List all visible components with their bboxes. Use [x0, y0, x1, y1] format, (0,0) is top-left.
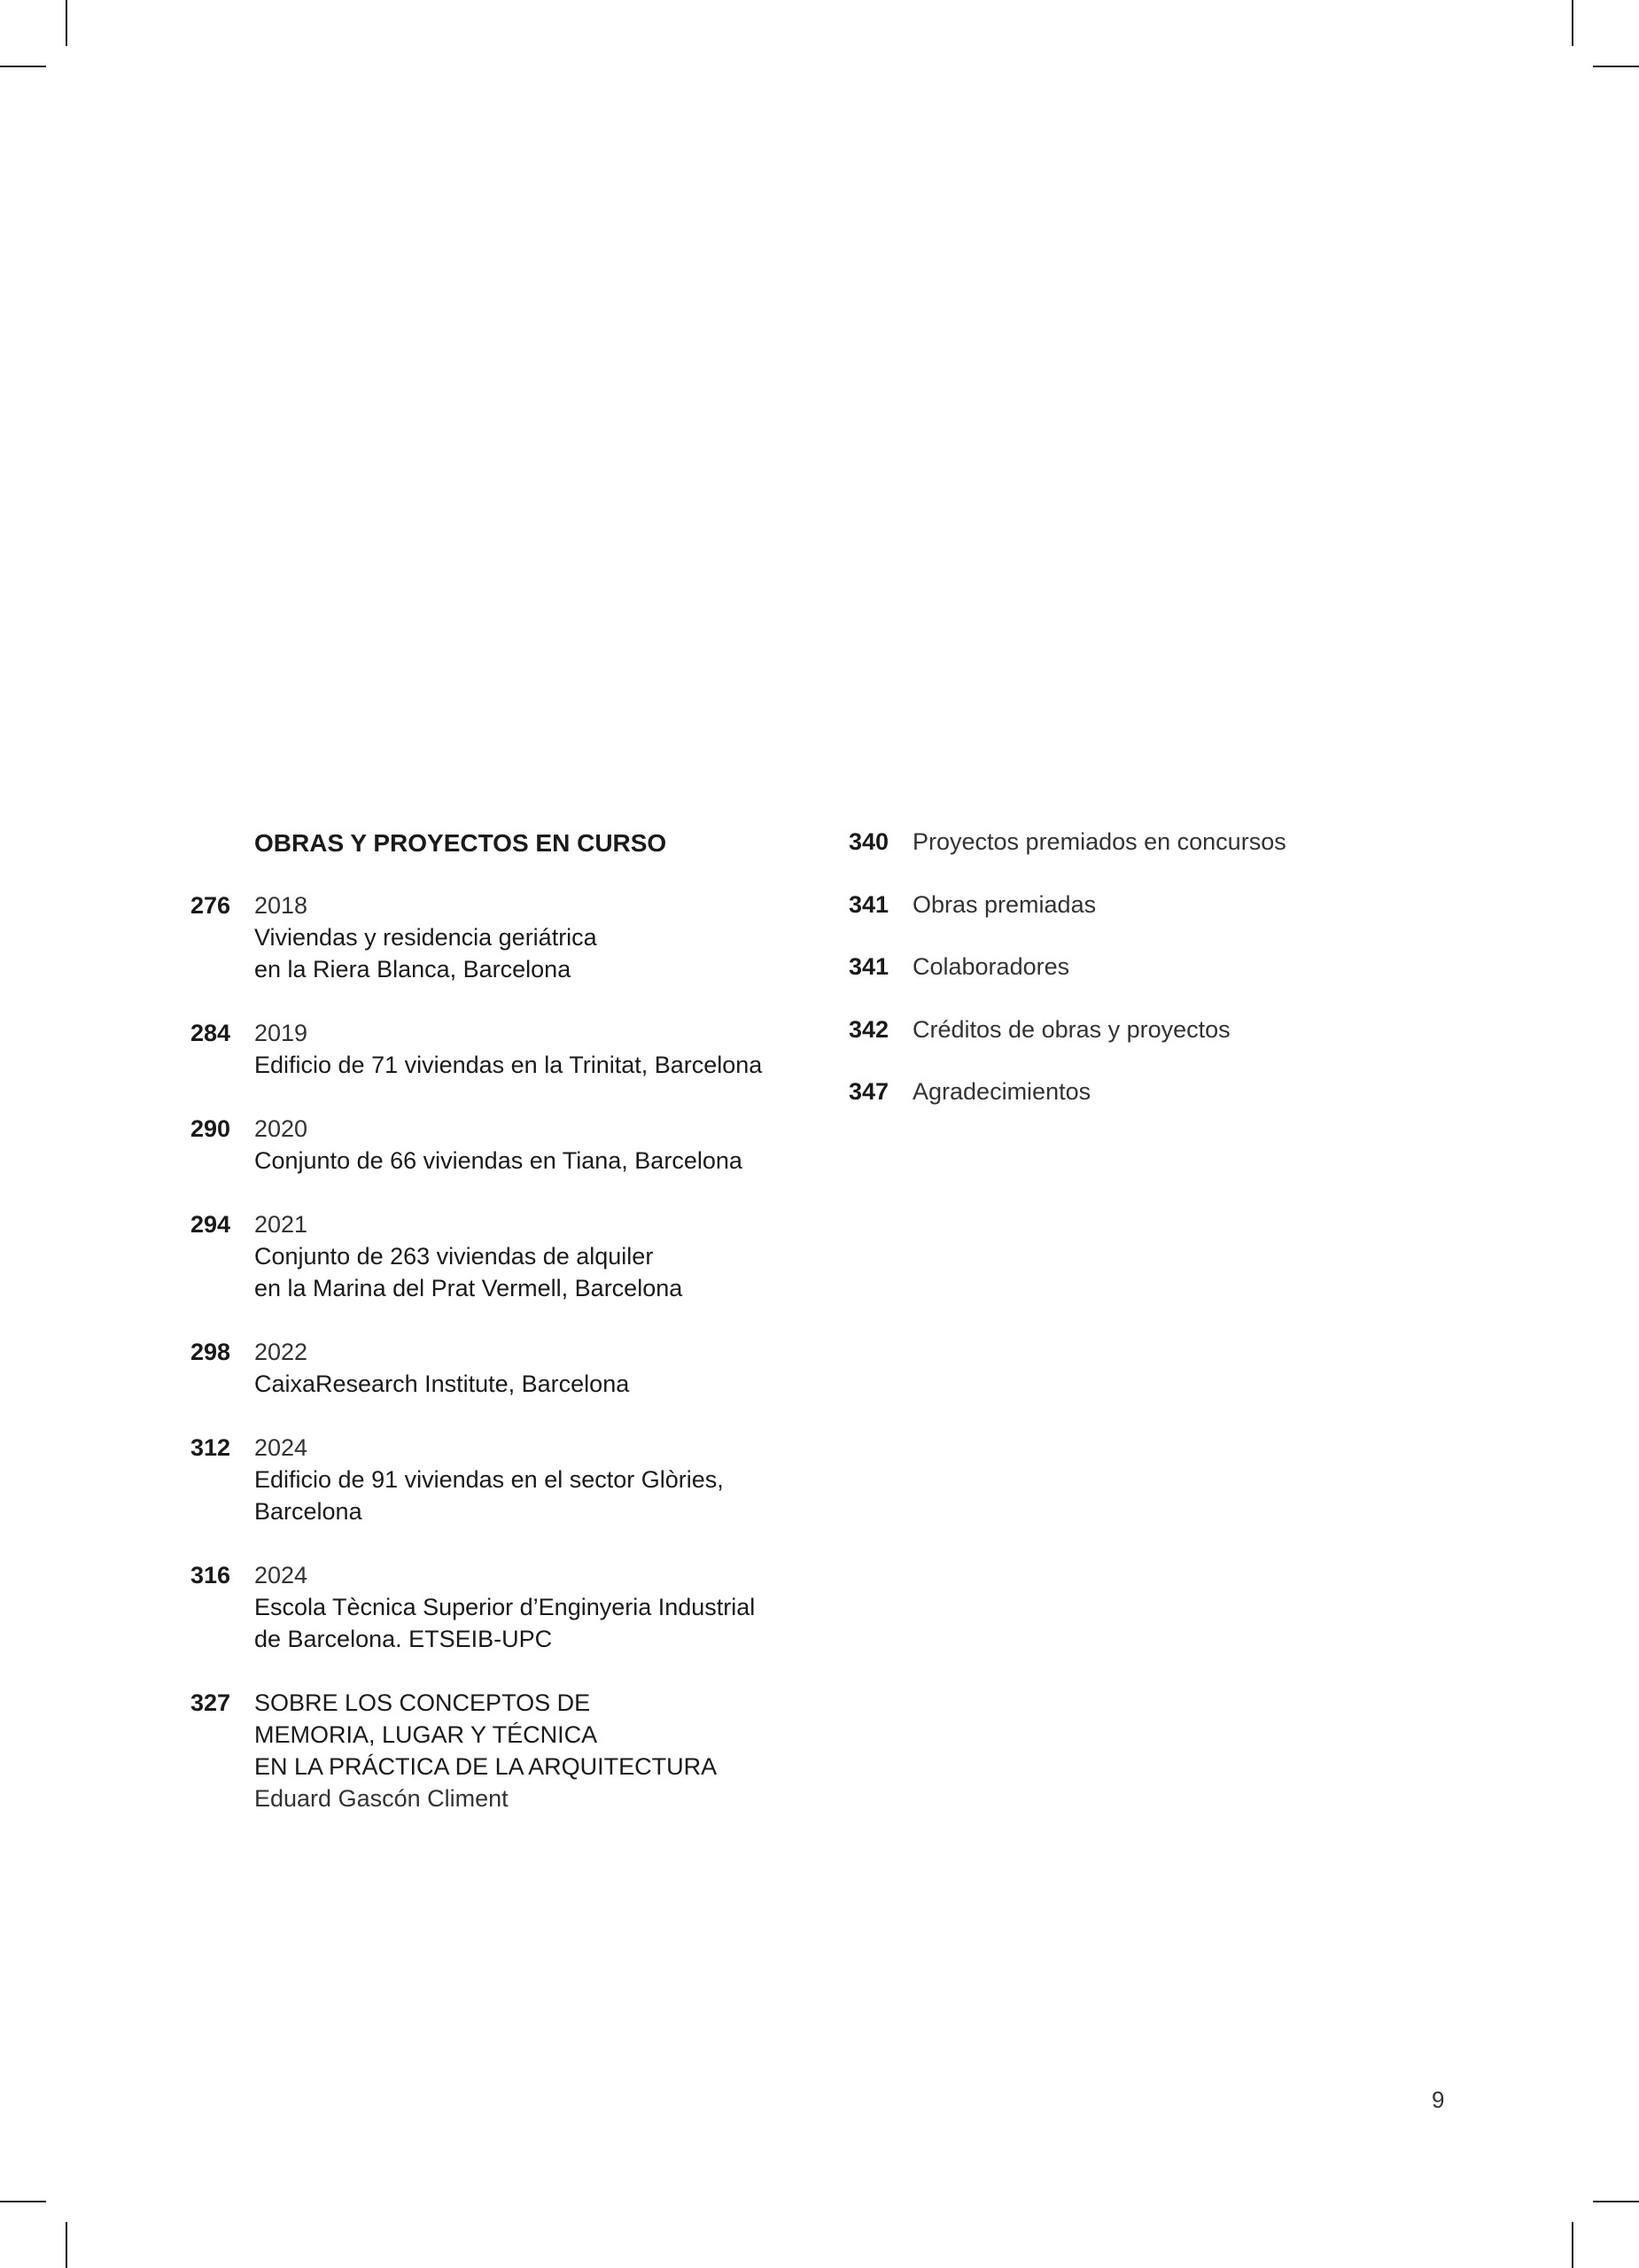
toc-title-line: en la Marina del Prat Vermell, Barcelona: [254, 1275, 683, 1301]
toc-page-number: 347: [849, 1078, 889, 1105]
crop-mark-top-right-horizontal: [1593, 66, 1639, 67]
toc-title-line: en la Riera Blanca, Barcelona: [254, 956, 571, 983]
toc-entry[interactable]: [849, 1014, 1469, 1045]
crop-mark-bottom-left-vertical: [66, 2222, 67, 2268]
toc-year: 2020: [254, 1115, 308, 1142]
toc-year: 2024: [254, 1434, 308, 1461]
page-number: 9: [1432, 2086, 1445, 2113]
toc-entry[interactable]: [190, 1208, 811, 1304]
toc-title-line: de Barcelona. ETSEIB-UPC: [254, 1626, 553, 1652]
toc-title-line: Edificio de 71 viviendas en la Trinitat, Barcelona: [254, 1052, 763, 1078]
toc-page-number: 340: [849, 828, 889, 855]
toc-entry[interactable]: [190, 1336, 811, 1400]
toc-year: 2021: [254, 1211, 308, 1238]
toc-page-number: 341: [849, 890, 889, 918]
toc-entry[interactable]: [190, 1017, 811, 1081]
toc-title: Créditos de obras y proyectos: [913, 1015, 1231, 1043]
toc-page-number: 294: [190, 1211, 231, 1238]
toc-title-line: Edificio de 91 viviendas en el sector Glòries,: [254, 1466, 724, 1493]
toc-year: 2019: [254, 1020, 308, 1046]
toc-title-line: Barcelona: [254, 1498, 362, 1525]
toc-entry[interactable]: [849, 826, 1469, 858]
toc-title-line: Escola Tècnica Superior d’Enginyeria Industrial: [254, 1594, 756, 1620]
essay-title-line: SOBRE LOS CONCEPTOS DE: [254, 1689, 591, 1716]
toc-title-line: CaixaResearch Institute, Barcelona: [254, 1371, 630, 1397]
toc-entry[interactable]: [849, 951, 1469, 983]
toc-left-column: [190, 826, 811, 1846]
toc-title-line: Conjunto de 263 viviendas de alquiler: [254, 1243, 654, 1270]
toc-entry[interactable]: [849, 1076, 1469, 1107]
toc-title: Agradecimientos: [913, 1078, 1091, 1105]
essay-author: Eduard Gascón Climent: [254, 1785, 509, 1812]
toc-page-number: 298: [190, 1339, 231, 1365]
toc-year: 2022: [254, 1339, 308, 1365]
crop-mark-bottom-right-vertical: [1572, 2222, 1573, 2268]
crop-mark-top-right-vertical: [1572, 0, 1573, 46]
crop-mark-bottom-left-horizontal: [0, 2201, 46, 2202]
toc-page-number: 276: [190, 892, 231, 919]
toc-title: Colaboradores: [913, 953, 1070, 980]
toc-entry[interactable]: [190, 1432, 811, 1527]
essay-title-line: MEMORIA, LUGAR Y TÉCNICA: [254, 1721, 598, 1748]
toc-page-number: 284: [190, 1020, 231, 1046]
crop-mark-top-left-vertical: [66, 0, 67, 46]
crop-mark-bottom-right-horizontal: [1593, 2201, 1639, 2202]
toc-page-number: 290: [190, 1115, 231, 1142]
toc-page-number: 316: [190, 1562, 231, 1588]
toc-entry[interactable]: [190, 889, 811, 985]
toc-title-line: Conjunto de 66 viviendas en Tiana, Barcelona: [254, 1147, 742, 1174]
toc-page-number: 341: [849, 953, 889, 980]
toc-entry[interactable]: [849, 889, 1469, 920]
toc-page-number: 327: [190, 1689, 231, 1716]
toc-title: Obras premiadas: [913, 890, 1097, 918]
essay-title-line: EN LA PRÁCTICA DE LA ARQUITECTURA: [254, 1753, 718, 1780]
toc-year: 2024: [254, 1562, 308, 1588]
section-heading: OBRAS Y PROYECTOS EN CURSO: [254, 829, 667, 857]
toc-page-number: 312: [190, 1434, 231, 1461]
toc-entry[interactable]: [190, 1113, 811, 1177]
crop-mark-top-left-horizontal: [0, 66, 46, 67]
toc-page-number: 342: [849, 1015, 889, 1043]
toc-entry[interactable]: [190, 1559, 811, 1655]
toc-title-line: Viviendas y residencia geriátrica: [254, 924, 597, 951]
toc-right-column: [849, 826, 1469, 1138]
toc-essay-entry[interactable]: [190, 1687, 811, 1814]
toc-year: 2018: [254, 892, 308, 919]
toc-title: Proyectos premiados en concursos: [913, 828, 1286, 855]
